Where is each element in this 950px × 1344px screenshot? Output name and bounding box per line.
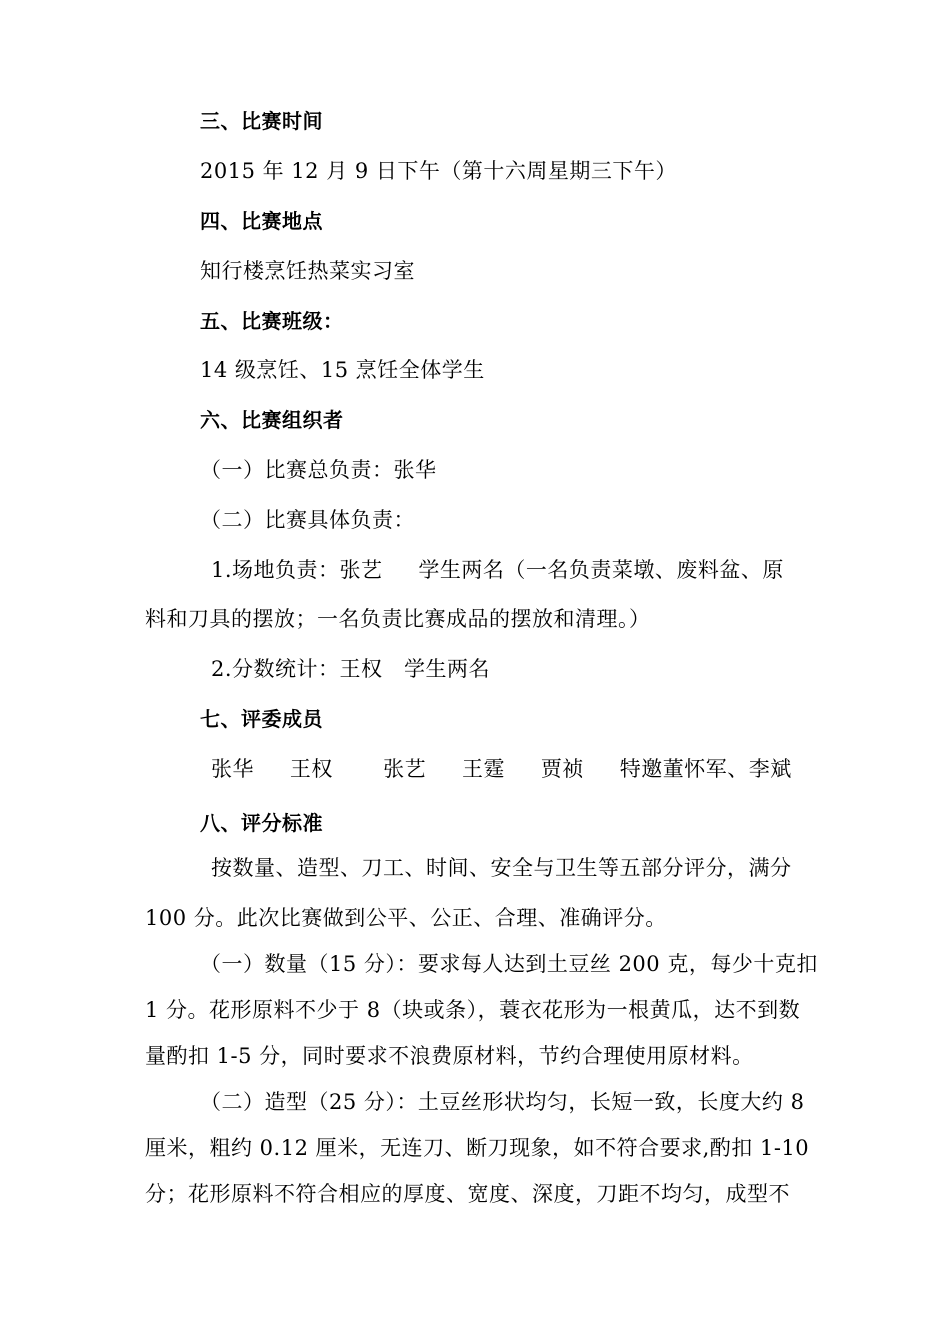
section-6-sub-1-line-1: 1.场地负责：张艺 学生两名（一名负责菜墩、废料盆、原 bbox=[211, 558, 784, 582]
section-6-sub-1-line-2: 料和刀具的摆放；一名负责比赛成品的摆放和清理。） bbox=[145, 607, 651, 631]
shape-line-3: 分；花形原料不符合相应的厚度、宽度、深度，刀距不均匀，成型不 bbox=[145, 1182, 790, 1206]
section-8-heading: 八、评分标准 bbox=[200, 811, 323, 835]
section-7-members: 张华 王权 张艺 王霆 贾祯 特邀董怀军、李斌 bbox=[211, 757, 792, 781]
section-8-intro-line-1: 按数量、造型、刀工、时间、安全与卫生等五部分评分，满分 bbox=[211, 856, 792, 880]
section-8-intro-line-2: 100 分。此次比赛做到公平、公正、合理、准确评分。 bbox=[145, 906, 667, 930]
quantity-line-2: 1 分。花形原料不少于 8（块或条），蓑衣花形为一根黄瓜，达不到数 bbox=[145, 998, 801, 1022]
section-6-heading: 六、比赛组织者 bbox=[200, 408, 344, 432]
section-5-text: 14 级烹饪、15 烹饪全体学生 bbox=[200, 358, 485, 382]
section-4-text: 知行楼烹饪热菜实习室 bbox=[200, 259, 415, 283]
section-6-sub-2: 2.分数统计：王权 学生两名 bbox=[211, 657, 491, 681]
quantity-line-3: 量酌扣 1-5 分，同时要求不浪费原材料，节约合理使用原材料。 bbox=[145, 1044, 754, 1068]
section-7-heading: 七、评委成员 bbox=[200, 707, 323, 731]
section-6-item-1: （一）比赛总负责：张华 bbox=[200, 458, 437, 482]
quantity-line-1: （一）数量（15 分）：要求每人达到土豆丝 200 克，每少十克扣 bbox=[200, 952, 818, 976]
section-5-heading: 五、比赛班级： bbox=[200, 309, 344, 333]
shape-line-1: （二）造型（25 分）：土豆丝形状均匀，长短一致，长度大约 8 bbox=[200, 1090, 805, 1114]
section-3-text: 2015 年 12 月 9 日下午（第十六周星期三下午） bbox=[200, 159, 677, 183]
section-6-item-2: （二）比赛具体负责： bbox=[200, 508, 415, 532]
section-3-heading: 三、比赛时间 bbox=[200, 109, 323, 133]
section-4-heading: 四、比赛地点 bbox=[200, 209, 323, 233]
shape-line-2: 厘米，粗约 0.12 厘米，无连刀、断刀现象，如不符合要求,酌扣 1-10 bbox=[145, 1136, 810, 1160]
